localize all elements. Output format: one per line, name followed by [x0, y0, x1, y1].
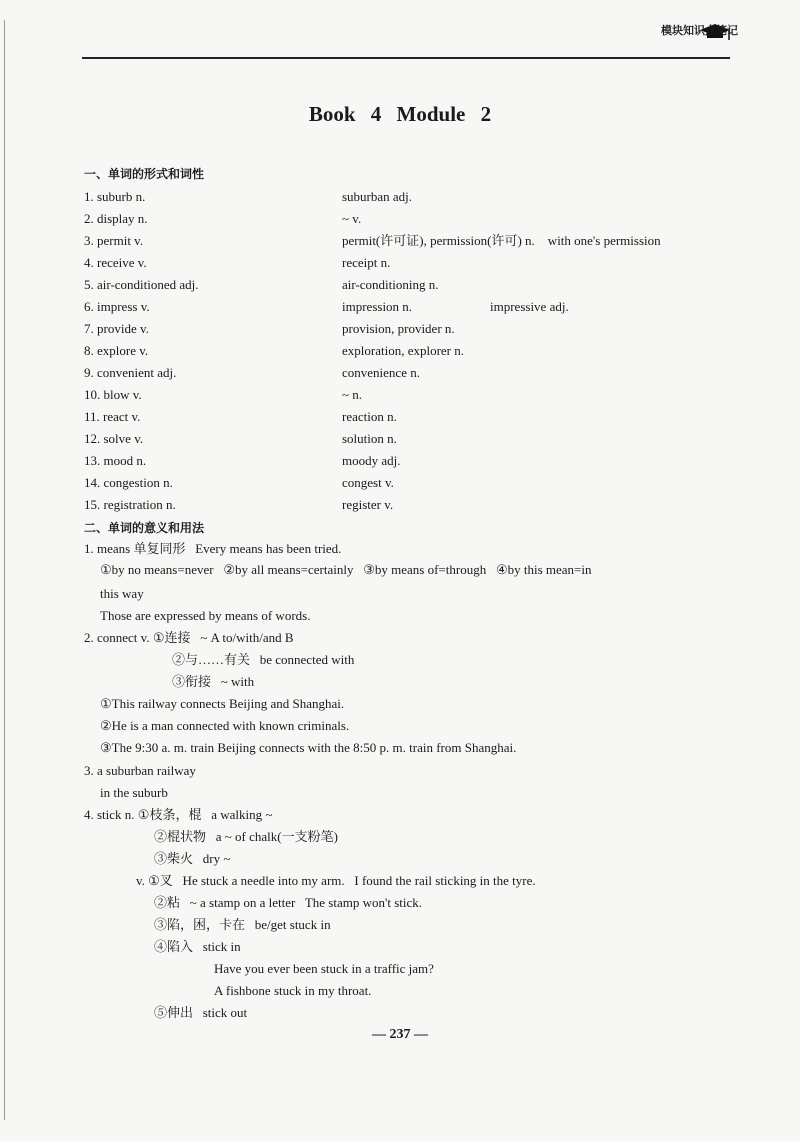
header-rule — [82, 57, 730, 59]
list-item: 12. solve v. solution n. — [84, 431, 397, 446]
usage-line: this way — [100, 586, 144, 601]
list-item: 15. registration n. register v. — [84, 497, 394, 512]
usage-line: ②与……有关 be connected with — [172, 652, 355, 667]
usage-line: v. ①叉 He stuck a needle into my arm. I found the rail sticking in the tyre. — [136, 873, 536, 888]
usage-line: ②棍状物 a ~ of chalk(一支粉笔) — [154, 829, 338, 844]
header-text: 模块知识点笔记 — [661, 24, 738, 37]
list-item: 8. explore v. exploration, explorer n. — [84, 343, 465, 358]
usage-line: in the suburb — [100, 785, 168, 800]
list-item: 6. impress v. impression n. impressive adj. — [84, 299, 569, 314]
left-margin-line — [4, 20, 5, 1120]
list-item: 11. react v. reaction n. — [84, 409, 397, 424]
usage-line: A fishbone stuck in my throat. — [214, 983, 372, 998]
usage-line: ③陷，困，卡在 be/get stuck in — [154, 917, 331, 932]
section2-heading: 二、单词的意义和用法 — [84, 521, 205, 535]
list-item: 4. receive v. receipt n. — [84, 255, 391, 270]
usage-line: 1. means 单复同形 Every means has been tried. — [84, 541, 342, 556]
list-item: 10. blow v. ~ n. — [84, 387, 363, 402]
usage-line: ①by no means=never ②by all means=certainly ③by means of=through ④by this mean=in — [100, 562, 592, 577]
list-item: 13. mood n. moody adj. — [84, 453, 401, 468]
usage-line: 3. a suburban railway — [84, 763, 196, 778]
usage-line: ⑤伸出 stick out — [154, 1005, 248, 1020]
list-item: 1. suburb n. suburban adj. — [84, 189, 413, 204]
usage-line: 2. connect v. ①连接 ~ A to/with/and B — [84, 630, 294, 645]
usage-line: ③柴火 dry ~ — [154, 851, 231, 866]
list-item: 7. provide v. provision, provider n. — [84, 321, 455, 336]
list-item: 3. permit v. permit(许可证), permission(许可) n. with one's permission — [84, 233, 661, 248]
usage-line: 4. stick n. ①枝条，棍 a walking ~ — [84, 807, 273, 822]
page-title: Book 4 Module 2 — [308, 102, 492, 126]
usage-line: Those are expressed by means of words. — [100, 608, 311, 623]
list-item: 14. congestion n. congest v. — [84, 475, 394, 490]
list-item: 9. convenient adj. convenience n. — [84, 365, 420, 380]
usage-line: ②He is a man connected with known criminals. — [100, 718, 350, 733]
usage-line: ①This railway connects Beijing and Shanghai. — [100, 696, 345, 711]
usage-line: ②粘 ~ a stamp on a letter The stamp won't stick. — [154, 895, 423, 910]
section1-heading: 一、单词的形式和词性 — [84, 167, 205, 181]
usage-line: ④陷入 stick in — [154, 939, 241, 954]
list-item: 5. air-conditioned adj. air-conditioning n. — [84, 277, 439, 292]
usage-line: Have you ever been stuck in a traffic jam? — [214, 961, 434, 976]
page-number: — 237 — — [372, 1027, 428, 1042]
usage-line: ③The 9:30 a. m. train Beijing connects with the 8:50 p. m. train from Shanghai. — [100, 740, 517, 755]
usage-line: ③衔接 ~ with — [172, 674, 255, 689]
list-item: 2. display n. ~ v. — [84, 211, 362, 226]
